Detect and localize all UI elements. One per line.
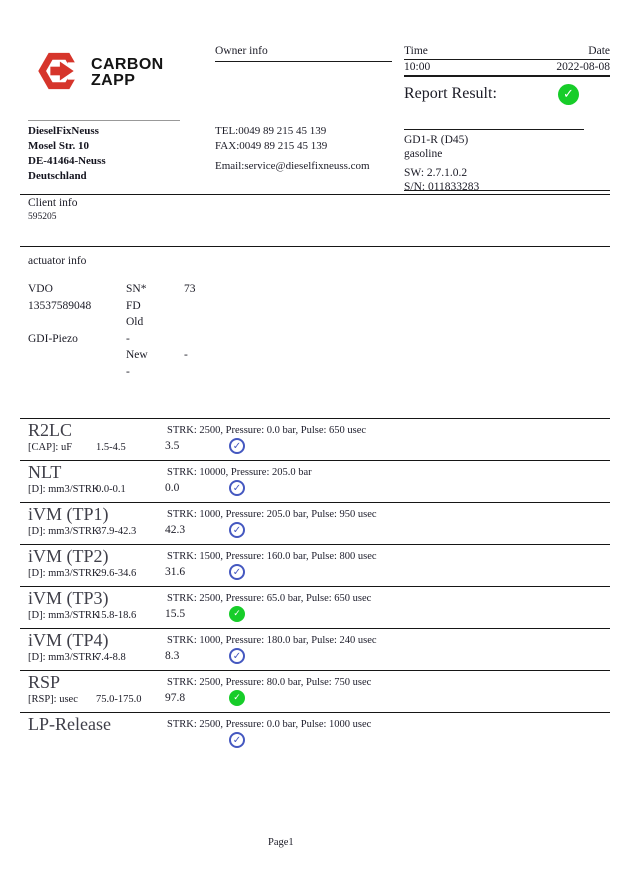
owner-fax: FAX:0049 89 215 45 139 bbox=[215, 140, 328, 152]
test-range: 75.0-175.0 bbox=[96, 694, 142, 705]
test-unit: [RSP]: usec bbox=[28, 694, 78, 705]
section-divider bbox=[20, 246, 610, 247]
test-value: 15.5 bbox=[165, 608, 186, 620]
machine-software: SW: 2.7.1.0.2 bbox=[404, 167, 468, 179]
date-label: Date bbox=[588, 45, 610, 57]
actuator-cell bbox=[28, 314, 126, 331]
test-row-ivm-tp4 bbox=[20, 628, 610, 670]
test-params: STRK: 1500, Pressure: 160.0 bar, Pulse: 800 usec bbox=[167, 551, 377, 562]
test-value: 42.3 bbox=[165, 524, 186, 536]
actuator-cell bbox=[184, 364, 294, 381]
test-unit: [CAP]: uF bbox=[28, 442, 73, 453]
client-number: 595205 bbox=[28, 212, 57, 222]
owner-name: DieselFixNeuss bbox=[28, 125, 99, 137]
test-range: 15.8-18.6 bbox=[96, 610, 137, 621]
actuator-cell: 73 bbox=[184, 283, 196, 295]
test-range: 29.6-34.6 bbox=[96, 568, 137, 579]
actuator-cell: FD bbox=[126, 299, 141, 312]
actuator-cell: Old bbox=[126, 316, 144, 329]
machine-model: GD1-R (D45) bbox=[404, 134, 469, 146]
brand-logo bbox=[37, 52, 164, 90]
owner-country: Deutschland bbox=[28, 170, 87, 182]
carbon-zapp-hexagon-icon bbox=[37, 52, 81, 90]
test-value: 3.5 bbox=[165, 440, 180, 452]
report-result-label: Report Result: bbox=[404, 85, 497, 102]
time-value: 10:00 bbox=[404, 61, 431, 73]
actuator-cell bbox=[184, 314, 294, 331]
test-params: STRK: 2500, Pressure: 65.0 bar, Pulse: 650 usec bbox=[167, 593, 372, 604]
actuator-cell: VDO bbox=[28, 283, 53, 295]
owner-address bbox=[28, 124, 106, 184]
actuator-cell: GDI-Piezo bbox=[28, 332, 78, 345]
time-date-block bbox=[404, 45, 610, 77]
report-result-pass-icon bbox=[558, 84, 579, 105]
actuator-info-heading: actuator info bbox=[28, 255, 87, 267]
test-unit: [D]: mm3/STRK bbox=[28, 568, 100, 579]
test-name: iVM (TP3) bbox=[28, 588, 109, 608]
test-result-check-icon bbox=[229, 648, 245, 664]
test-row-lp-release bbox=[20, 712, 610, 754]
actuator-cell bbox=[28, 364, 126, 381]
test-result-check-icon bbox=[229, 522, 245, 538]
machine-info bbox=[404, 133, 479, 194]
test-name: RSP bbox=[28, 672, 61, 692]
test-params: STRK: 2500, Pressure: 80.0 bar, Pulse: 750 usec bbox=[167, 677, 372, 688]
time-date-header-row bbox=[404, 45, 610, 60]
test-unit: [D]: mm3/STRK bbox=[28, 610, 100, 621]
actuator-cell bbox=[184, 298, 294, 315]
test-range: 7.4-8.8 bbox=[96, 652, 126, 663]
test-value: 31.6 bbox=[165, 566, 186, 578]
test-value: 0.0 bbox=[165, 482, 180, 494]
actuator-cell bbox=[28, 347, 126, 364]
test-row-nlt bbox=[20, 460, 610, 502]
brand-line2: ZAPP bbox=[91, 72, 136, 89]
owner-street: Mosel Str. 10 bbox=[28, 140, 90, 152]
section-divider bbox=[20, 194, 610, 195]
test-result-check-icon bbox=[229, 438, 245, 454]
test-params: STRK: 2500, Pressure: 0.0 bar, Pulse: 1000 usec bbox=[167, 719, 372, 730]
owner-info-heading: Owner info bbox=[215, 45, 392, 62]
test-value: 97.8 bbox=[165, 692, 186, 704]
client-info-block bbox=[28, 197, 78, 222]
test-name: iVM (TP4) bbox=[28, 630, 109, 650]
owner-tel: TEL:0049 89 215 45 139 bbox=[215, 125, 327, 137]
actuator-cell: SN* bbox=[126, 283, 147, 295]
page-number: Page1 bbox=[268, 837, 294, 848]
actuator-cell: 13537589048 bbox=[28, 299, 92, 312]
test-unit: [D]: mm3/STRK bbox=[28, 526, 100, 537]
test-range: 0.0-0.1 bbox=[96, 484, 126, 495]
test-params: STRK: 1000, Pressure: 205.0 bar, Pulse: 950 usec bbox=[167, 509, 377, 520]
test-row-ivm-tp1 bbox=[20, 502, 610, 544]
test-name: iVM (TP1) bbox=[28, 504, 109, 524]
test-results-table bbox=[20, 418, 610, 754]
test-row-rsp bbox=[20, 670, 610, 712]
machine-fuel: gasoline bbox=[404, 148, 443, 160]
actuator-grid bbox=[28, 281, 294, 381]
time-label: Time bbox=[404, 45, 428, 57]
test-row-ivm-tp3 bbox=[20, 586, 610, 628]
test-result-check-icon bbox=[229, 732, 245, 748]
test-range: 1.5-4.5 bbox=[96, 442, 126, 453]
test-result-check-icon bbox=[229, 606, 245, 622]
test-name: NLT bbox=[28, 462, 62, 482]
client-info-heading: Client info bbox=[28, 197, 78, 209]
test-unit: [D]: mm3/STRK bbox=[28, 484, 100, 495]
actuator-cell: - bbox=[126, 332, 130, 345]
test-result-check-icon bbox=[229, 690, 245, 706]
owner-city: DE-41464-Neuss bbox=[28, 155, 106, 167]
machine-divider-top bbox=[404, 129, 584, 130]
date-value: 2022-08-08 bbox=[556, 61, 610, 73]
actuator-cell bbox=[184, 331, 294, 348]
test-name: R2LC bbox=[28, 420, 73, 440]
test-unit: [D]: mm3/STRK bbox=[28, 652, 100, 663]
test-params: STRK: 1000, Pressure: 180.0 bar, Pulse: 240 usec bbox=[167, 635, 377, 646]
test-range: 37.9-42.3 bbox=[96, 526, 137, 537]
brand-line1: CARBON bbox=[91, 56, 164, 73]
test-name: LP-Release bbox=[28, 714, 111, 734]
machine-divider-bottom bbox=[404, 190, 610, 191]
time-date-value-row bbox=[404, 60, 610, 77]
test-row-r2lc bbox=[20, 418, 610, 460]
owner-email: Email:service@dieselfixneuss.com bbox=[215, 160, 370, 172]
test-row-ivm-tp2 bbox=[20, 544, 610, 586]
machine-serial: S/N: 011833283 bbox=[404, 181, 480, 193]
actuator-cell: New bbox=[126, 349, 148, 362]
actuator-cell: - bbox=[184, 349, 188, 362]
owner-contact bbox=[215, 124, 370, 174]
actuator-cell: - bbox=[126, 365, 130, 378]
test-params: STRK: 2500, Pressure: 0.0 bar, Pulse: 650 usec bbox=[167, 425, 367, 436]
test-result-check-icon bbox=[229, 480, 245, 496]
brand-name bbox=[91, 52, 164, 89]
test-result-check-icon bbox=[229, 564, 245, 580]
test-name: iVM (TP2) bbox=[28, 546, 109, 566]
test-value: 8.3 bbox=[165, 650, 180, 662]
test-params: STRK: 10000, Pressure: 205.0 bar bbox=[167, 467, 312, 478]
address-divider bbox=[28, 120, 180, 121]
